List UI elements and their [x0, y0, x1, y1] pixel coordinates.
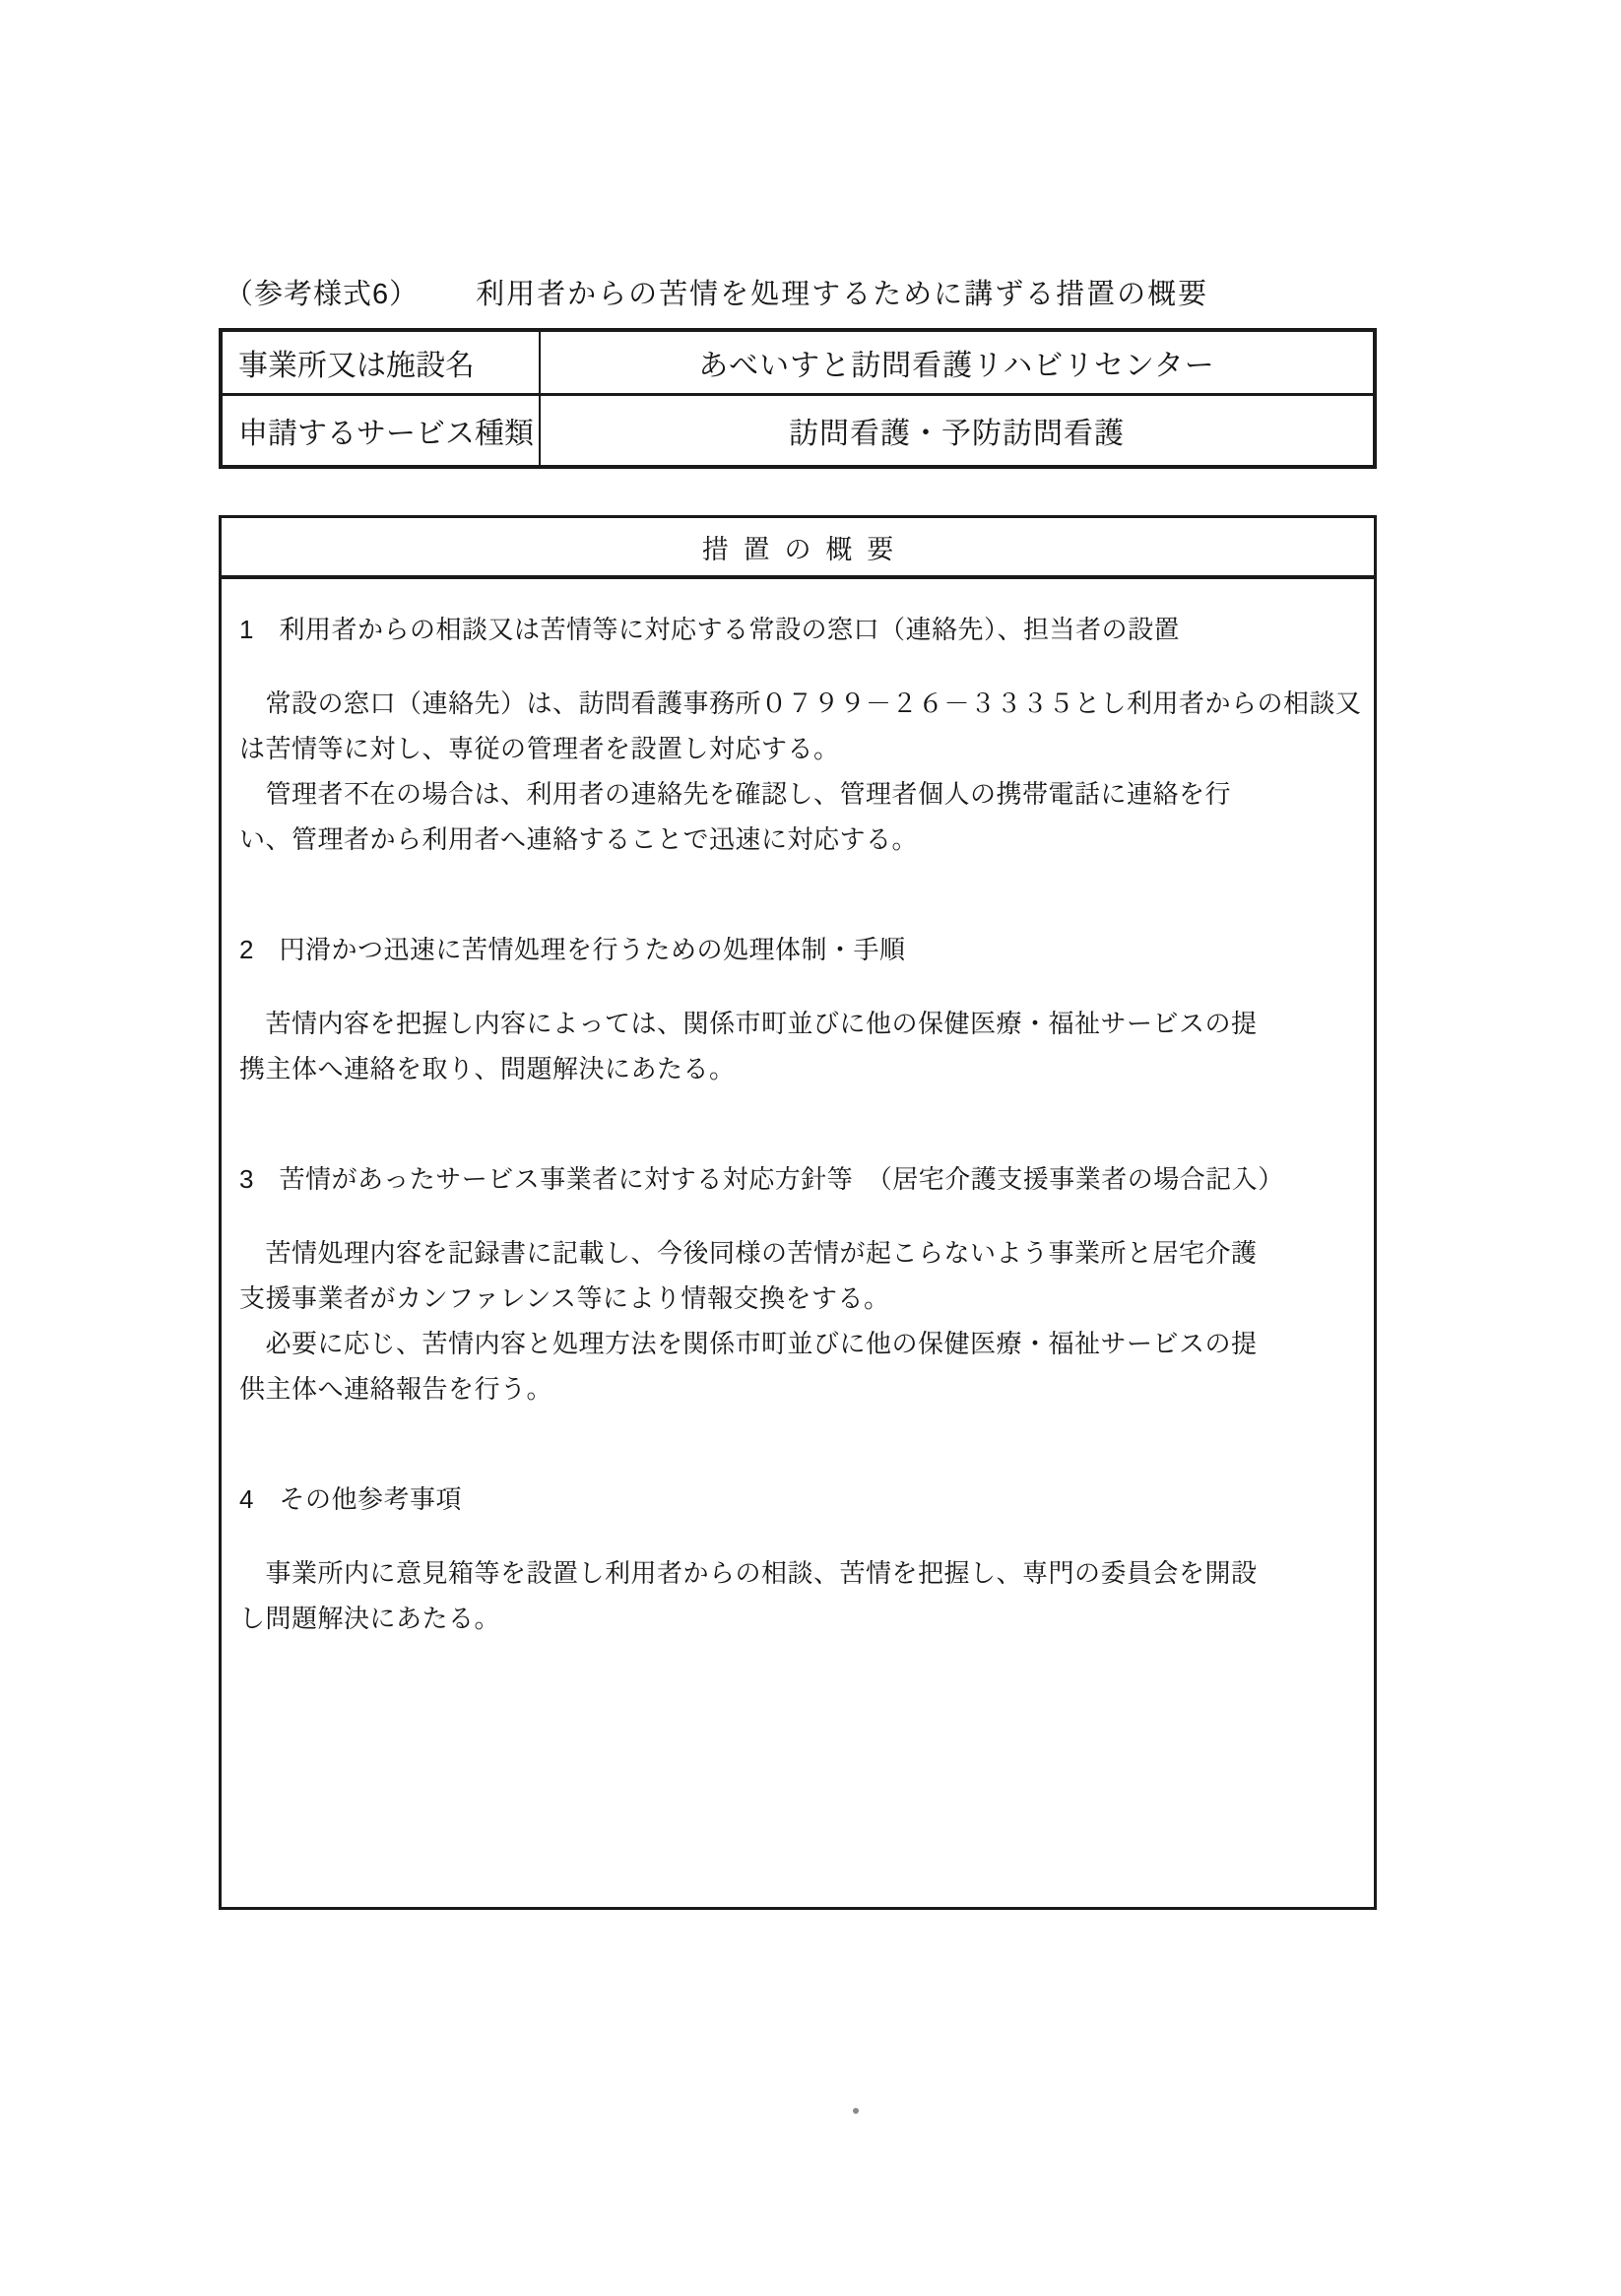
service-type-value: 訪問看護・予防訪問看護: [789, 418, 1125, 450]
text-line: 必要に応じ、苦情内容と処理方法を関係市町並びに他の保健医療・福祉サービスの提: [239, 1329, 1258, 1358]
scan-speck-artifact: [853, 2108, 859, 2114]
summary-box-body: [222, 579, 1374, 1641]
service-type-label: 申請するサービス種類: [223, 396, 541, 465]
text-line: 供主体へ連絡報告を行う。: [239, 1374, 553, 1404]
section-3-response-policy: [239, 1156, 1354, 1411]
table-row: [223, 332, 1373, 396]
section-2-processing-procedure: [239, 927, 1354, 1091]
section-title: その他参考事項: [279, 1484, 462, 1514]
page-title: 利用者からの苦情を処理するために講ずる措置の概要: [476, 279, 1209, 310]
text-line: し問題解決にあたる。: [239, 1604, 501, 1633]
text-line: 苦情処理内容を記録書に記載し、今後同様の苦情が起こらないよう事業所と居宅介護: [239, 1238, 1258, 1268]
text-line: 管理者不在の場合は、利用者の連絡先を確認し、管理者個人の携帯電話に連絡を行: [239, 779, 1232, 809]
document-title-row: [225, 277, 1208, 312]
text-line: 苦情内容を把握し内容によっては、関係市町並びに他の保健医療・福祉サービスの提: [239, 1009, 1258, 1038]
section-body: [239, 1001, 1354, 1091]
establishment-name-label: 事業所又は施設名: [223, 332, 541, 393]
section-number: 4: [239, 1484, 254, 1514]
summary-box-header: 措置の概要: [222, 518, 1374, 579]
text-line: 支援事業者がカンファレンス等により情報交換をする。: [239, 1283, 890, 1313]
section-heading: [239, 1156, 1354, 1202]
section-body: [239, 1230, 1354, 1411]
section-title: 利用者からの相談又は苦情等に対応する常設の窓口（連絡先）、担当者の設置: [279, 615, 1180, 644]
text-line: 携主体へ連絡を取り、問題解決にあたる。: [239, 1054, 736, 1083]
establishment-name-value: あべいすと訪問看護リハビリセンター: [698, 350, 1215, 382]
section-body: [239, 681, 1362, 862]
section-1-contact-window: [239, 607, 1362, 862]
text-line: 事業所内に意見箱等を設置し利用者からの相談、苦情を把握し、専門の委員会を開設: [239, 1558, 1258, 1588]
section-number: 1: [239, 615, 254, 644]
section-4-other-notes: [239, 1476, 1354, 1641]
form-number-label: （参考様式6）: [225, 279, 420, 310]
text-line: 常設の窓口（連絡先）は、訪問看護事務所０７９９－２６－３３３５とし利用者からの相談又: [239, 689, 1362, 718]
table-row: [223, 396, 1373, 465]
section-heading: [239, 1476, 1354, 1522]
section-title: 苦情があったサービス事業者に対する対応方針等 （居宅介護支援事業者の場合記入）: [279, 1164, 1284, 1194]
section-body: [239, 1550, 1354, 1641]
text-line: は苦情等に対し、専従の管理者を設置し対応する。: [239, 734, 840, 763]
section-heading: [239, 927, 1354, 972]
establishment-info-table: [219, 328, 1377, 469]
section-title: 円滑かつ迅速に苦情処理を行うための処理体制・手順: [279, 935, 906, 964]
section-number: 3: [239, 1164, 254, 1194]
section-number: 2: [239, 935, 254, 964]
section-heading: [239, 607, 1354, 652]
measures-summary-box: [219, 515, 1377, 1910]
text-line: い、管理者から利用者へ連絡することで迅速に対応する。: [239, 824, 919, 854]
